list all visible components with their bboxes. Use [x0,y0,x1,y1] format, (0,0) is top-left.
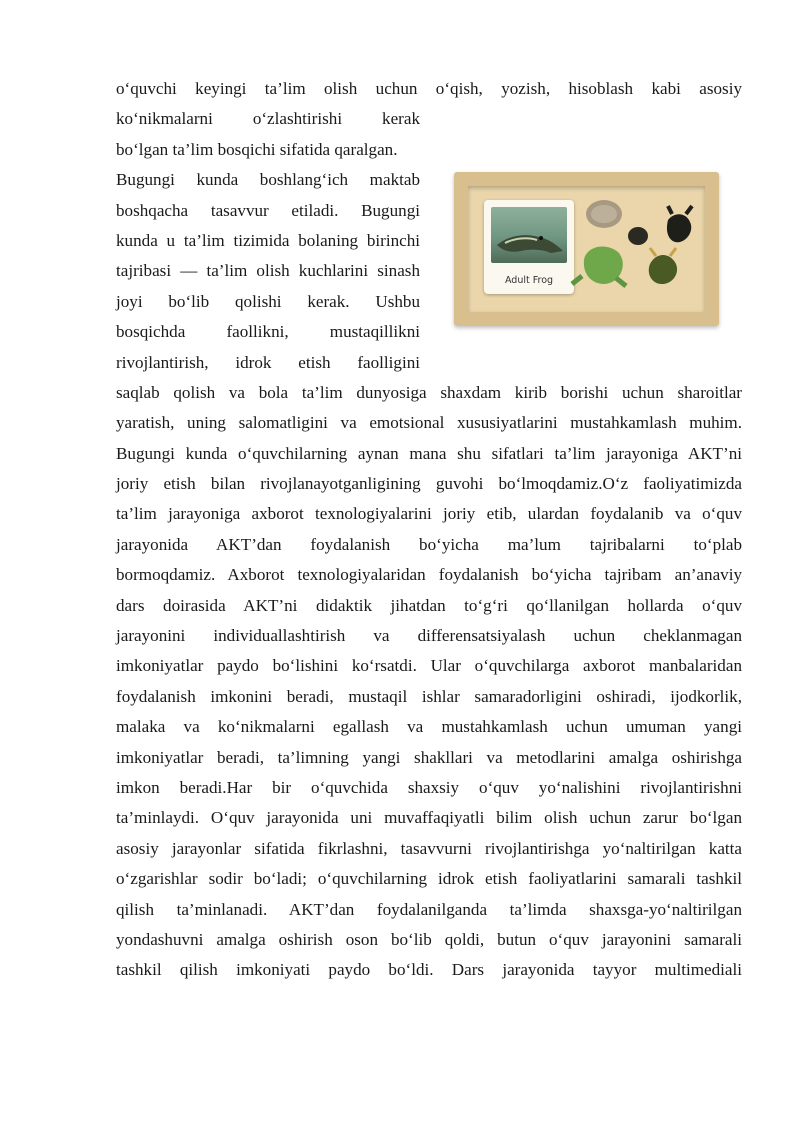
paragraph-line: jarayonini individuallashtirish va differensatsiyalash uchun cheklanmagan [116,626,742,646]
paragraph-line: imkoniyatlar beradi, ta’limning yangi shakllari va metodlarini amalga oshirishga [116,747,742,767]
paragraph-line: dars doirasida AKT’ni didaktik jihatdan to‘g‘ri qo‘llanilgan hollarda o‘quv [116,595,742,615]
paragraph-line: o‘quvchi keyingi ta’lim olish uchun o‘qish, yozish, hisoblash kabi asosiy [116,79,742,98]
paragraph-line: qilish ta’minlanadi. AKT’dan foydalanilganda ta’limda shaxsga-yo‘naltirilgan [116,899,742,919]
paragraph-line: imkoniyatlar paydo bo‘lishini ko‘rsatdi. Ular o‘quvchilarga axborot manbalaridan [116,656,742,676]
paragraph-line: yaratish, uning salomatligini va emotsional xususiyatlarini mustahkamlash muhim. [116,413,742,433]
paragraph-line: o‘zgarishlar sodir bo‘ladi; o‘quvchilarning idrok etish faoliyatlarini samarali tashkil [116,869,742,889]
paragraph-line: ta’minlaydi. O‘quv jarayonida uni muvaffaqiyatli bilim olish uchun zarur bo‘lgan [116,808,742,828]
paragraph-line: bosqichda faollikni, mustaqillikni [116,322,420,342]
card-label: Adult Frog [504,275,554,286]
paragraph-line: bormoqdamiz. Axborot texnologiyalaridan foydalanish bo‘yicha tajribam an’anaviy [116,565,742,585]
paragraph-line: bo‘lgan ta’lim bosqichi sifatida qaralgan. [116,139,398,159]
paragraph-line: asosiy jarayonlar sifatida fikrlashni, tasavvurni rivojlantirishga yo‘naltirilgan katta [116,838,742,858]
paragraph-line: ko‘nikmalarni o‘zlashtirishi kerak [116,109,420,129]
paragraph-line: tashkil qilish imkoniyati paydo bo‘ldi. Dars jarayonida tayyor multimediali [116,960,742,980]
document-body [116,74,742,986]
paragraph-line: saqlab qolish va bola ta’lim dunyosiga shaxdam kirib borishi uchun sharoitlar [116,382,742,402]
paragraph-line: Bugungi kunda boshlang‘ich maktab [116,170,420,190]
paragraph-line: ta’lim jarayoniga axborot texnologiyalarini joriy etib, ulardan foydalanib va o‘quv [116,504,742,524]
paragraph-line: tajribasi — ta’lim olish kuchlarini sinash [116,261,420,281]
paragraph-line: yondashuvni amalga oshirish oson bo‘lib qoldi, butun o‘quv jarayonini samarali [116,929,742,949]
paragraph-line: Bugungi kunda o‘quvchilarning aynan mana shu sifatlari ta’lim jarayoniga AKT’ni [116,443,742,463]
paragraph-line: rivojlantirish, idrok etish faolligini [116,352,420,372]
paragraph-line: foydalanish imkonini beradi, mustaqil ishlar samaradorligini oshiradi, ijodkorlik, [116,686,742,706]
paragraph-line: joyi bo‘lib qolishi kerak. Ushbu [116,291,420,311]
paragraph-line: kunda u ta’lim tizimida bolaning birinchi [116,230,420,250]
paragraph-line: malaka va ko‘nikmalarni egallash va mustahkamlash uchun umuman yangi [116,717,742,737]
paragraph-line: boshqacha tasavvur etiladi. Bugungi [116,200,420,220]
paragraph-line: imkon beradi.Har bir o‘quvchida shaxsiy o‘quv yo‘nalishini rivojlantirishni [116,777,742,797]
paragraph-line: jarayonida AKT’dan foydalanish bo‘yicha ma’lum tajribalarni to‘plab [116,534,742,554]
paragraph-line: joriy etish bilan rivojlanayotganligining guvohi bo‘lmoqdamiz.O‘z faoliyatimizda [116,474,742,494]
